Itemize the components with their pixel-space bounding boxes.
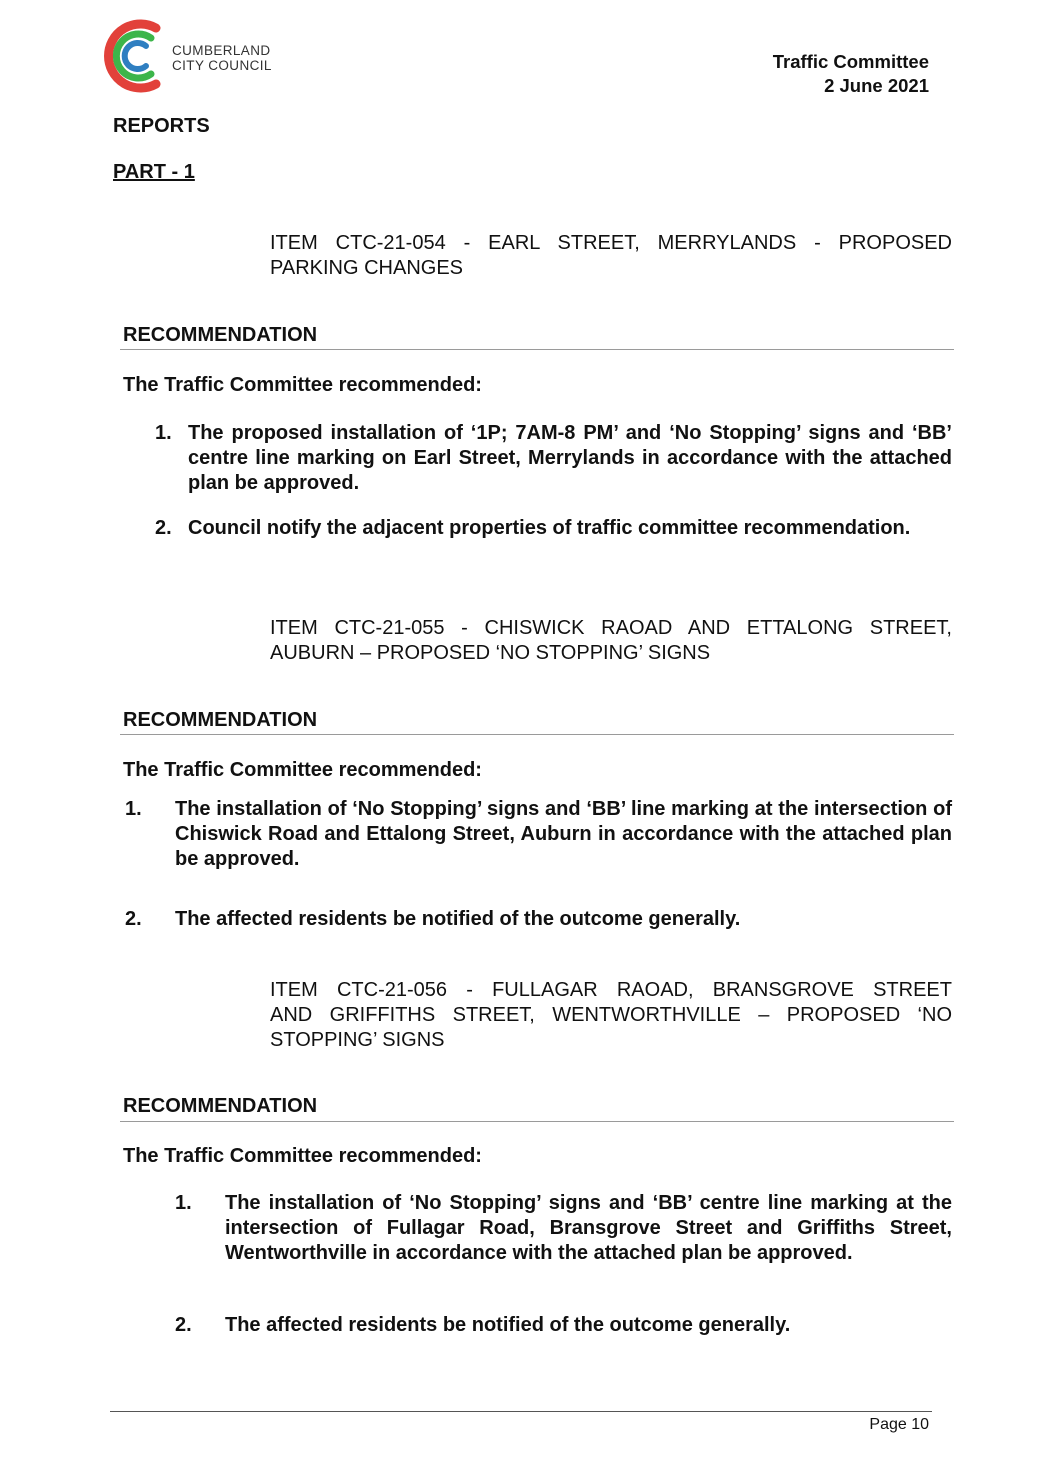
committee-name: Traffic Committee	[772, 51, 929, 72]
item-title-line: STOPPING’ SIGNS	[270, 1029, 445, 1051]
item-number: 1.	[155, 422, 172, 444]
logo-line-1: CUMBERLAND	[172, 43, 271, 58]
item-number: 2.	[175, 1314, 192, 1336]
recommendation-heading: RECOMMENDATION	[123, 709, 318, 731]
meeting-date: 2 June 2021	[824, 75, 929, 96]
footer-rule	[110, 1411, 932, 1412]
item-title-line: AND GRIFFITHS STREET, WENTWORTHVILLE – PROPOSED ‘NO	[270, 1004, 952, 1026]
recommendation-item	[125, 907, 952, 932]
recommendation-heading: RECOMMENDATION	[123, 1095, 318, 1117]
item-number: 1.	[125, 798, 142, 820]
item-title-line: ITEM CTC-21-054 - EARL STREET, MERRYLANDS - PROPOSED	[270, 232, 952, 254]
council-logo	[96, 16, 170, 96]
item-title-line: PARKING CHANGES	[270, 257, 463, 279]
item-number: 2.	[155, 517, 172, 539]
recommendation-intro: The Traffic Committee recommended:	[123, 374, 482, 396]
section-heading-reports: REPORTS	[113, 115, 210, 137]
item-number: 2.	[125, 908, 142, 930]
recommendation-item	[155, 421, 952, 496]
page-number: Page 10	[869, 1416, 929, 1433]
document-header	[773, 50, 929, 98]
item-title-line: AUBURN – PROPOSED ‘NO STOPPING’ SIGNS	[270, 642, 711, 664]
recommendation-intro: The Traffic Committee recommended:	[123, 1145, 482, 1167]
item-text: The installation of ‘No Stopping’ signs and ‘BB’ centre line marking at the intersection of Fullagar Road, Bransgrove Street and Griffiths Street, Wentworthville in accordance with the attached plan be approved.	[225, 1192, 952, 1264]
item-title	[270, 231, 952, 281]
item-text: The affected residents be notified of the outcome generally.	[175, 908, 741, 930]
heading-rule	[120, 734, 954, 735]
item-title-line: ITEM CTC-21-056 - FULLAGAR RAOAD, BRANSGROVE STREET	[270, 979, 952, 1001]
item-title	[270, 978, 952, 1053]
item-title-line: ITEM CTC-21-055 - CHISWICK RAOAD AND ETTALONG STREET,	[270, 617, 952, 639]
logo-wordmark	[172, 43, 272, 73]
item-number: 1.	[175, 1192, 192, 1214]
recommendation-heading: RECOMMENDATION	[123, 324, 318, 346]
item-title	[270, 616, 952, 666]
recommendation-item	[175, 1191, 952, 1291]
logo-line-2: CITY COUNCIL	[172, 58, 272, 73]
recommendation-item	[155, 516, 952, 566]
section-heading-part: PART - 1	[113, 161, 195, 183]
heading-rule	[120, 349, 954, 350]
heading-rule	[120, 1121, 954, 1122]
recommendation-intro: The Traffic Committee recommended:	[123, 759, 482, 781]
recommendation-item	[175, 1313, 952, 1338]
recommendation-item	[125, 797, 952, 872]
item-text: The proposed installation of ‘1P; 7AM-8 PM’ and ‘No Stopping’ signs and ‘BB’ centre line marking on Earl Street, Merrylands in accordance with the attached plan be approved.	[188, 422, 952, 494]
item-text: The installation of ‘No Stopping’ signs and ‘BB’ line marking at the intersection of Chiswick Road and Ettalong Street, Auburn in accordance with the attached plan be approved.	[175, 798, 952, 870]
item-text: The affected residents be notified of the outcome generally.	[225, 1314, 791, 1336]
item-text: Council notify the adjacent properties of traffic committee recommendation.	[188, 517, 911, 539]
